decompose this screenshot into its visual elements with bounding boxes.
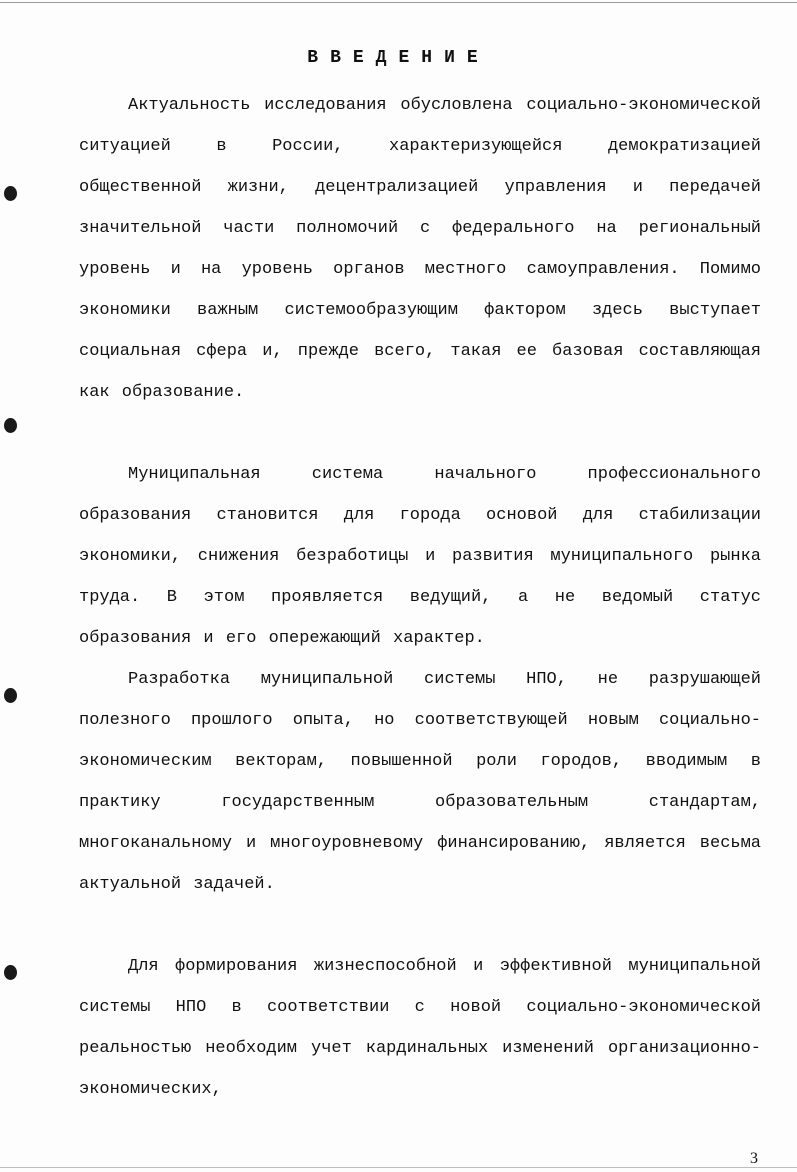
binding-hole-mark (4, 418, 17, 433)
page-title: ВВЕДЕНИЕ (307, 48, 490, 68)
paragraph-4 (79, 946, 761, 1110)
paragraph-text: Актуальность исследования обусловлена социально-экономической ситуацией в России, характеризующейся демократизацией общественной жизни, децентрализацией управления и передачей значительной части полномочий с федерального на региональный уровень и на уровень органов местного самоуправления. Помимо экономики важным системообразующим фактором здесь выступает социальная сфера и, прежде всего, такая ее базовая составляющая как образование. (79, 96, 761, 402)
paragraph-3 (79, 659, 761, 905)
binding-hole-mark (4, 965, 17, 980)
binding-hole-mark (4, 186, 17, 201)
top-scan-edge (0, 2, 797, 3)
paragraph-text: Муниципальная система начального профессионального образования становится для города основой для стабилизации экономики, снижения безработицы и развития муниципального рынка труда. В этом проявляется ведущий, а не ведомый статус образования и его опережающий характер. (79, 465, 761, 648)
bottom-scan-edge (0, 1167, 797, 1168)
paragraph-text: Разработка муниципальной системы НПО, не разрушающей полезного прошлого опыта, но соответствующей новым социально-экономическим векторам, повышенной роли городов, вводимым в практику государственным образовательным стандартам, многоканальному и многоуровневому финансированию, является весьма актуальной задачей. (79, 670, 761, 894)
binding-hole-mark (4, 688, 17, 703)
paragraph-text: Для формирования жизнеспособной и эффективной муниципальной системы НПО в соответствии с новой социально-экономической реальностью необходим учет кардинальных изменений организационно-экономических, (79, 957, 761, 1099)
page-number: 3 (750, 1150, 758, 1167)
paragraph-2 (79, 454, 761, 659)
paragraph-1 (79, 85, 761, 413)
